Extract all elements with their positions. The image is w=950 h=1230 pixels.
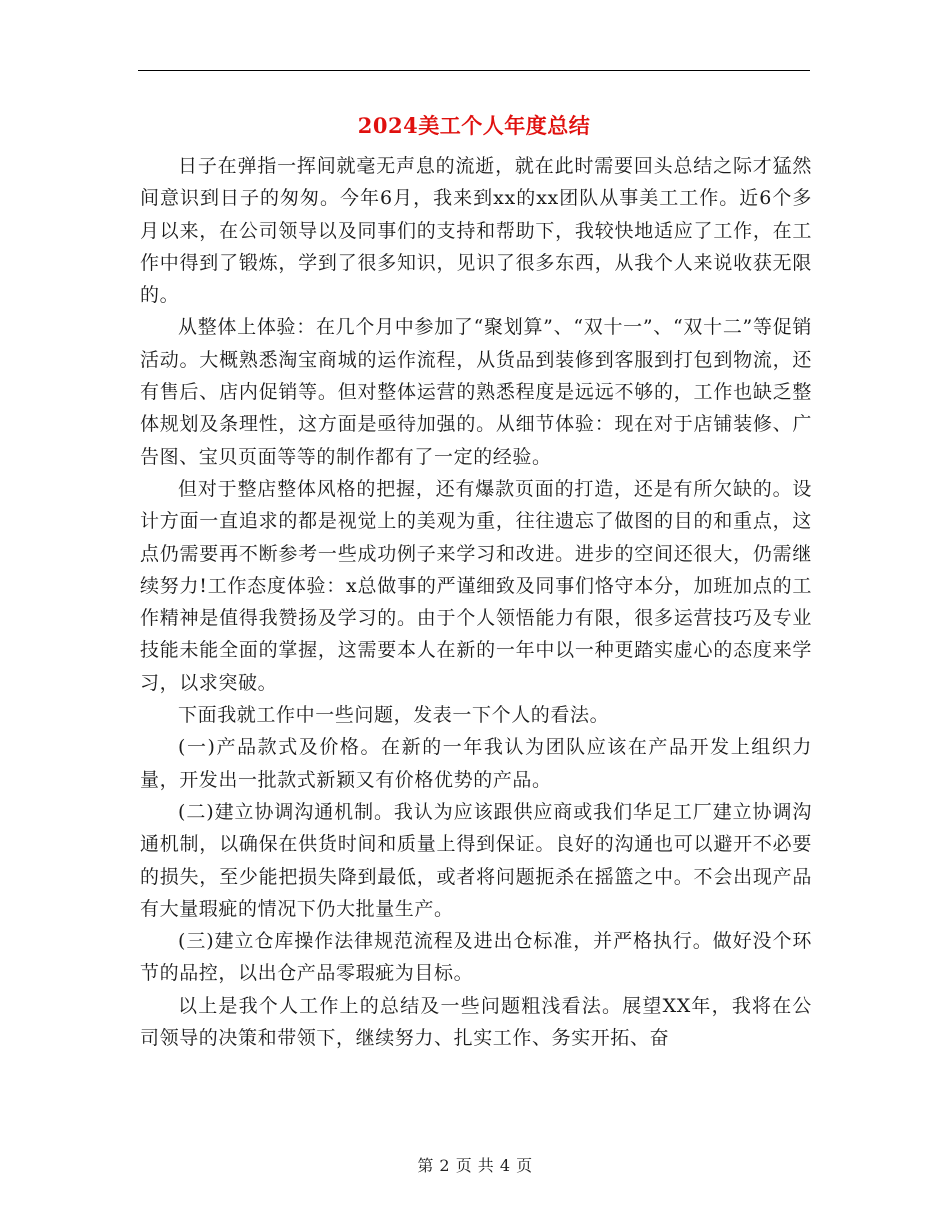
paragraph-shortcomings: 但对于整店整体风格的把握，还有爆款页面的打造，还是有所欠缺的。设计方面一直追求的都是视觉上的美观为重，往往遗忘了做图的目的和重点，这点仍需要再不断参考一些成功例子来学习和改进。进步的空间还很大，仍需继续努力!工作态度体验：x总做事的严谨细致及同事们恪守本分，加班加点的工作精神是值得我赞扬及学习的。由于个人领悟能力有限，很多运营技巧及专业技能未能全面的掌握，这需要本人在新的一年中以一种更踏实虚心的态度来学习，以求突破。 — [140, 477, 812, 694]
document-title: 2024美工个人年度总结 — [357, 113, 591, 138]
page-footer — [0, 1153, 950, 1176]
paragraph-issue-3: (三)建立仓库操作法律规范流程及进出仓标准，并严格执行。做好没个环节的品控，以出仓产品零瑕疵为目标。 — [140, 930, 812, 985]
paragraph-issue-2: (二)建立协调沟通机制。我认为应该跟供应商或我们华足工厂建立协调沟通机制，以确保在供货时间和质量上得到保证。良好的沟通也可以避开不必要的损失，至少能把损失降到最低，或者将问题扼杀在摇篮之中。不会出现产品有大量瑕疵的情况下仍大批量生产。 — [140, 800, 812, 920]
paragraph-issue-1: (一)产品款式及价格。在新的一年我认为团队应该在产品开发上组织力量，开发出一批款式新颖又有价格优势的产品。 — [140, 736, 812, 791]
paragraph-issues-intro: 下面我就工作中一些问题，发表一下个人的看法。 — [178, 704, 610, 727]
page-number-label: 第 2 页 共 4 页 — [417, 1156, 533, 1175]
document-body — [140, 150, 812, 1054]
paragraph-overall-experience: 从整体上体验：在几个月中参加了“聚划算”、“双十一”、“双十二”等促销活动。大概熟悉淘宝商城的运作流程，从货品到装修到客服到打包到物流，还有售后、店内促销等。但对整体运营的熟悉程度是远远不够的，工作也缺乏整体规划及条理性，这方面是亟待加强的。从细节体验：现在对于店铺装修、广告图、宝贝页面等等的制作都有了一定的经验。 — [140, 316, 812, 468]
paragraph-intro: 日子在弹指一挥间就毫无声息的流逝，就在此时需要回头总结之际才猛然间意识到日子的匆匆。今年6月，我来到xx的xx团队从事美工工作。近6个多月以来，在公司领导以及同事们的支持和帮助下，我较快地适应了工作，在工作中得到了锻炼，学到了很多知识，见识了很多东西，从我个人来说收获无限的。 — [140, 155, 812, 307]
header-rule — [138, 70, 810, 71]
paragraph-outlook: 以上是我个人工作上的总结及一些问题粗浅看法。展望XX年，我将在公司领导的决策和带领下，继续努力、扎实工作、务实开拓、奋 — [140, 994, 812, 1050]
